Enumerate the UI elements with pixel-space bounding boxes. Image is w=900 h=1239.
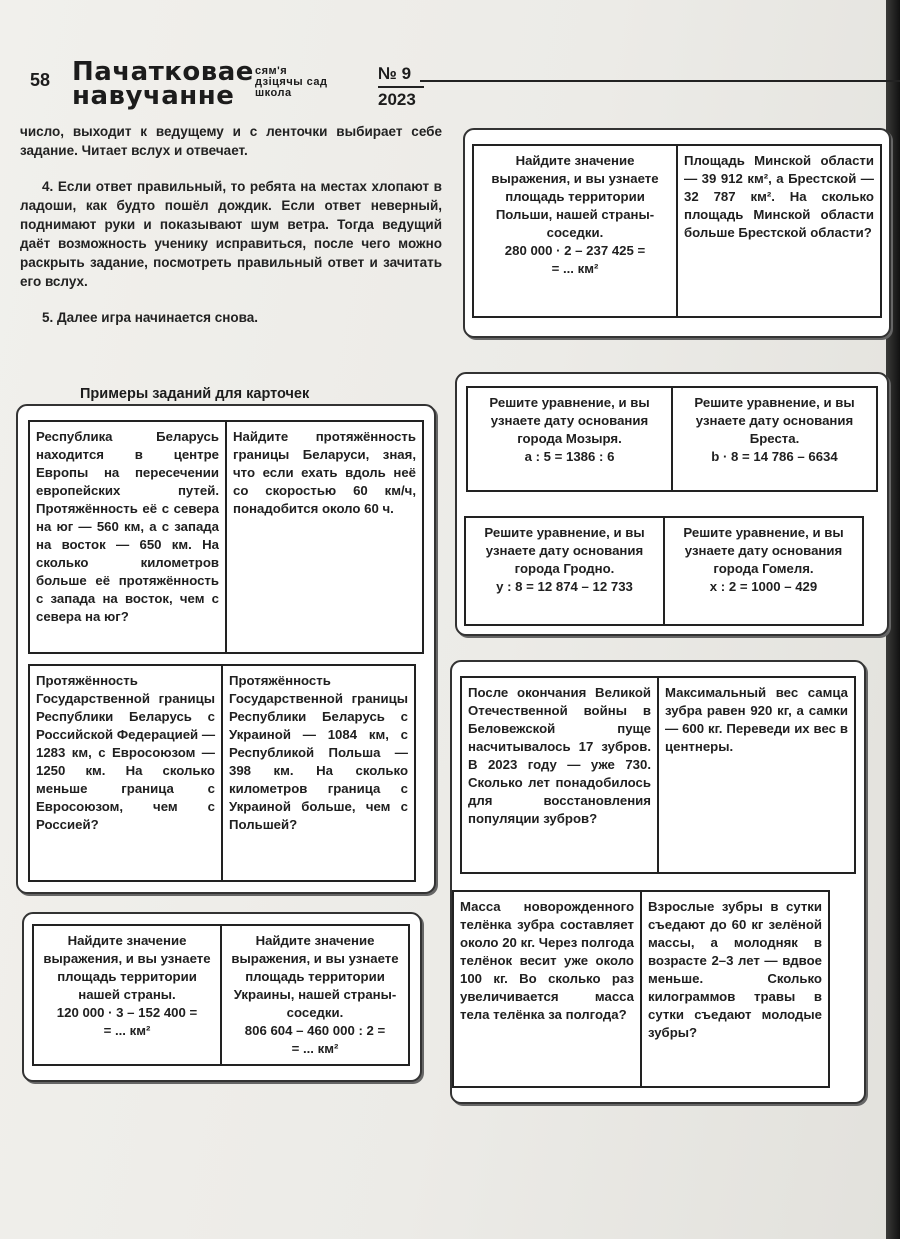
card-expression: 120 000 · 3 – 152 400 = = ... км² — [56, 1005, 198, 1038]
card-border-drive — [225, 422, 422, 652]
card-text: Найдите протяжённость границы Беларуси, зная, что если ехать вдоль неё со скоростью 60 км/ч, понадобится около 60 ч. — [233, 429, 416, 516]
magazine-subtitle-line1: сям'я — [255, 65, 288, 77]
card-border-russia-eu — [30, 666, 221, 880]
card-text: Решите уравнение, и вы узнаете дату основания города Гродно. — [484, 525, 645, 576]
step-5-paragraph: 5. Далее игра начинается снова. — [42, 310, 259, 325]
card-text: Протяжённость Государственной границы Республики Беларусь с Российской Федерацией — 1283 км, с Евросоюзом — 1250 км. На сколько меньше граница с Евросоюзом, чем с Россией? — [36, 673, 216, 832]
card-gomel — [663, 518, 862, 624]
card-text: Решите уравнение, и вы узнаете дату основания города Гомеля. — [683, 525, 844, 576]
card-equation: x : 2 = 1000 – 429 — [709, 579, 818, 594]
magazine-subtitle-line3: школа — [255, 87, 292, 99]
card-text: Протяжённость Государственной границы Республики Беларусь с Украиной — 1084 км, с Республикой Польша — 398 км. На сколько километров граница с Украиной больше, чем с Польшей? — [229, 673, 408, 832]
magazine-title — [72, 57, 254, 111]
card-group-mozyr-brest — [466, 386, 878, 492]
card-group-bison-2 — [452, 890, 830, 1088]
issue-info — [378, 63, 424, 111]
card-bison-food — [640, 892, 828, 1086]
page-number: 58 — [30, 70, 51, 90]
card-ukraine-area — [220, 926, 408, 1064]
paragraph-continuation: число, выходит к ведущему и с ленточки выбирает себе задание. Читает вслух и отвечает. — [20, 124, 442, 158]
card-text: Масса новорожденного телёнка зубра составляет около 20 кг. Через полгода телёнок весит уже около 100 кг. Во сколько раз увеличивается масса тела телёнка за полгода? — [460, 899, 634, 1022]
card-bison-weight — [657, 678, 854, 872]
card-group-borders — [28, 664, 416, 882]
card-text: Республика Беларусь находится в центре Европы на пересечении европейских путей. Протяжённость её с севера на юг — 560 км, а с запада на восток — 650 км. На сколько километров больше её протяжённость с запада на восток, чем с севера на юг? — [36, 429, 219, 624]
card-brest — [671, 388, 876, 490]
card-expression: 806 604 – 460 000 : 2 = = ... км² — [244, 1023, 386, 1056]
magazine-title-line1: Пачатковае — [72, 57, 254, 87]
card-equation: b · 8 = 14 786 – 6634 — [711, 449, 838, 464]
card-text: После окончания Великой Отечественной войны в Беловежской пуще насчитывалось 17 зубров. В 2023 году — уже 730. Сколько лет понадобилось для восстановления популяции зубров? — [468, 685, 651, 826]
issue-year: 2023 — [378, 90, 416, 109]
card-text: Решите уравнение, и вы узнаете дату основания Бреста. — [694, 395, 855, 446]
card-text: Найдите значение выражения, и вы узнаете площадь территории нашей страны. — [43, 933, 211, 1002]
card-group-area — [472, 144, 882, 318]
card-group-areas-2 — [32, 924, 410, 1066]
card-text: Найдите значение выражения, и вы узнаете площадь территории Украины, нашей страны-соседки. — [231, 933, 399, 1020]
magazine-subtitle-line2: дзіцячы сад — [255, 76, 328, 88]
card-belarus-extent — [30, 422, 225, 652]
issue-number: № 9 — [378, 64, 412, 83]
intro-text — [20, 122, 442, 327]
card-text: Максимальный вес самца зубра равен 920 кг, а самки — 600 кг. Переведи их вес в центнеры. — [665, 685, 848, 754]
issue-divider — [378, 86, 424, 88]
step-4-paragraph: 4. Если ответ правильный, то ребята на местах хлопают в ладоши, как будто пошёл дождик. Если ответ неверный, поднимают руки и показывают шум ветра. Тогда ведущий даёт возможность ученику исправиться, после чего можно раскрыть задание, посмотреть правильный ответ и зачитать его вслух. — [20, 179, 442, 289]
card-expression: 280 000 · 2 – 237 425 = = ... км² — [504, 243, 646, 276]
card-calf-mass — [454, 892, 640, 1086]
page-header — [0, 0, 900, 120]
card-mozyr — [468, 388, 671, 490]
card-text: Найдите значение выражения, и вы узнаете площадь территории Польши, нашей страны-соседки. — [491, 153, 659, 240]
card-text: Площадь Минской области — 39 912 км², а Брестской — 32 787 км². На сколько площадь Минской области больше Брестской области? — [684, 153, 874, 240]
card-grodno — [466, 518, 663, 624]
card-poland-area — [474, 146, 676, 316]
card-group-grodno-gomel — [464, 516, 864, 626]
card-text: Решите уравнение, и вы узнаете дату основания города Мозыря. — [489, 395, 650, 446]
card-minsk-brest — [676, 146, 880, 316]
card-equation: a : 5 = 1386 : 6 — [524, 449, 615, 464]
card-our-country-area — [34, 926, 220, 1064]
card-equation: y : 8 = 12 874 – 12 733 — [496, 579, 633, 594]
magazine-subtitle — [255, 66, 328, 99]
section-heading: Примеры заданий для карточек — [80, 386, 310, 402]
card-group-extent — [28, 420, 424, 654]
header-rule — [420, 80, 900, 82]
card-text: Взрослые зубры в сутки съедают до 60 кг зелёной массы, а молодняк в возрасте 2–3 лет — вдвое меньше. Сколько килограммов травы в сутки съедают молодые зубры? — [648, 899, 822, 1040]
magazine-title-line2: навучанне — [72, 81, 235, 111]
card-bison-restore — [462, 678, 657, 872]
card-group-bison-1 — [460, 676, 856, 874]
card-border-ukraine-poland — [221, 666, 414, 880]
